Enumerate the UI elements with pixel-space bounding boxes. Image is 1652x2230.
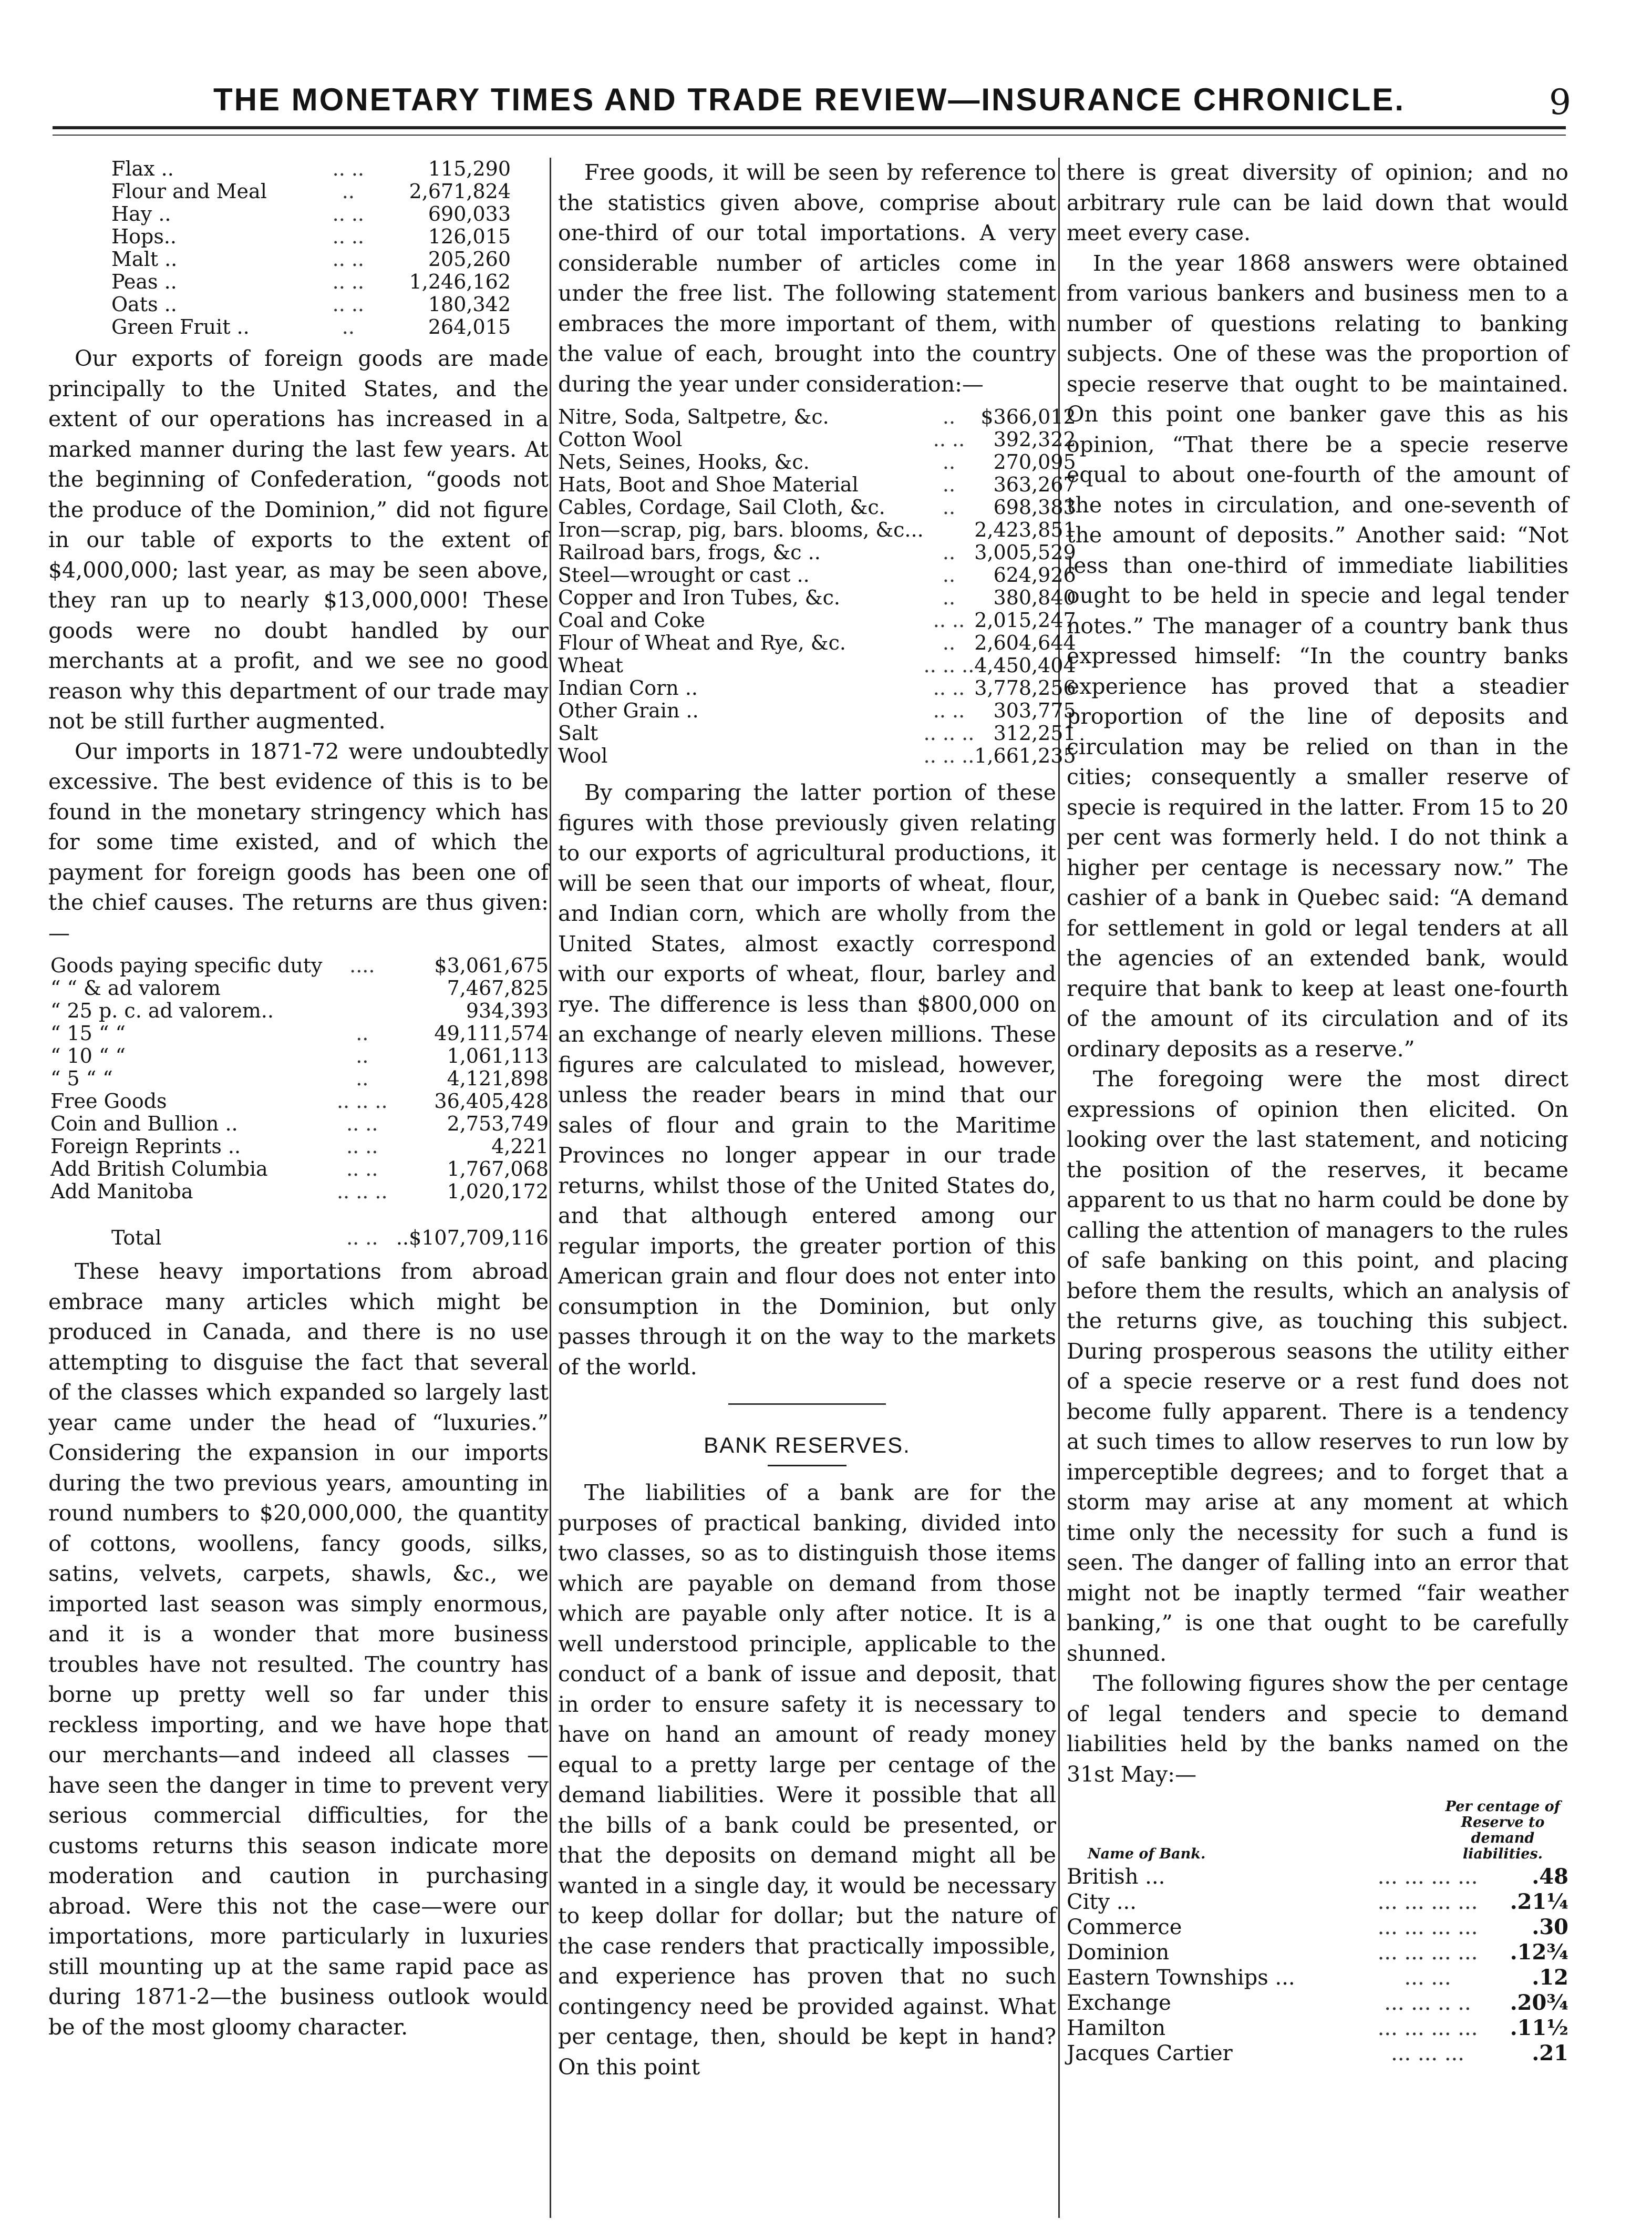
- right-column: [1067, 158, 1568, 2066]
- row-leader: [336, 1000, 389, 1022]
- row-leader: [924, 519, 975, 541]
- row-value: 4,121,898: [447, 1067, 549, 1090]
- row-label: “ 10 “ “: [50, 1044, 126, 1067]
- row-label: Flour and Meal: [111, 180, 267, 203]
- exports-row: [111, 180, 511, 203]
- row-value: 36,405,428: [434, 1090, 549, 1113]
- section-separator: [728, 1403, 886, 1405]
- bank-row: [1067, 1915, 1568, 1940]
- row-value: 7,467,825: [447, 977, 549, 1000]
- exports-row: [111, 316, 511, 338]
- row-leader: ..: [942, 405, 956, 428]
- bank-row: [1067, 1965, 1568, 1990]
- heading-rule: [768, 1465, 846, 1466]
- bank-row: [1067, 1990, 1568, 2016]
- row-leader: ..: [942, 473, 956, 496]
- row-leader: ..: [942, 541, 956, 564]
- imports-row: [48, 1180, 549, 1203]
- row-label: Eastern Townships ...: [1067, 1966, 1295, 1990]
- exports-row: [111, 203, 511, 225]
- row-label: “ 25 p. c. ad valorem..: [50, 999, 274, 1022]
- reserve-table-header: [1067, 1799, 1568, 1862]
- middle-column: [558, 158, 1076, 2082]
- row-leader: ..: [342, 180, 355, 203]
- free-goods-paragraph: Free goods, it will be seen by reference to the statistics given above, comprise about one-third of our total importations. A very considerable number of articles come in under the free list. The following statement embraces the more important of them, with the value of each, brought into the country during the year under consideration:—: [558, 160, 1056, 397]
- free-goods-row: [558, 428, 1076, 451]
- free-goods-row: [558, 406, 1076, 428]
- row-label: Malt ..: [111, 248, 178, 271]
- bank-row: [1067, 1940, 1568, 1965]
- opinions-paragraph: In the year 1868 answers were obtained from various bankers and business men to a number of questions relating to banking subjects. One of these was the proportion of specie reserve that ought to be maintained. On this point one banker gave this as his opinion, “That there be a specie reserve equal to about one-fourth of the amount of the notes in circulation, and one-seventh of the amount of deposits.” Another said: “Not less than one-third of immediate liabilities ought to be held in specie and legal tender notes.” The manager of a country bank thus expressed himself: “In the country banks experience has proved that a steadier proportion of the line of deposits and circulation may be relied on than in the cities; consequently a smaller reserve of specie is required in the latter. From 15 to 20 per cent was formerly held. I do not think a higher per centage is necessary now.” The cashier of a bank in Quebec said: “A demand for settlement in gold or legal tenders at all the agencies of an extended bank, would require that bank to keep at least one-fourth of the amount of its circulation and of its ordinary deposits as a reserve.”: [1067, 250, 1568, 1062]
- row-value: 2,753,749: [447, 1112, 549, 1135]
- row-leader: .. ..: [933, 699, 965, 722]
- row-label: Oats ..: [111, 293, 177, 316]
- row-leader: .. ..: [346, 1157, 378, 1180]
- row-value: 3,005,529: [974, 541, 1076, 564]
- row-value: 1,246,162: [409, 270, 511, 293]
- page-number: 9: [1549, 82, 1571, 122]
- imports-row: [48, 1158, 549, 1180]
- row-leader: ... ... ... ...: [1377, 1915, 1478, 1939]
- bank-row: [1067, 1889, 1568, 1915]
- row-label: Nitre, Soda, Saltpetre, &c.: [558, 405, 829, 428]
- row-leader: ..: [942, 496, 956, 519]
- row-leader: .. ..: [933, 609, 965, 632]
- row-leader: .. ..: [933, 676, 965, 700]
- row-label: “ 5 “ “: [50, 1067, 113, 1090]
- total-label: Total: [111, 1226, 162, 1249]
- row-leader: .. ..: [346, 1135, 378, 1158]
- row-label: Iron—scrap, pig, bars. blooms, &c...: [558, 518, 924, 541]
- imports-row: [48, 1045, 549, 1067]
- row-value: 4,221: [491, 1135, 549, 1158]
- row-label: Coal and Coke: [558, 609, 705, 632]
- row-label: British ...: [1067, 1865, 1165, 1889]
- row-value: 392,322: [993, 428, 1076, 451]
- row-leader: ....: [349, 954, 375, 977]
- row-value: 1,020,172: [447, 1180, 549, 1203]
- row-label: Add Manitoba: [50, 1180, 193, 1203]
- row-label: Copper and Iron Tubes, &c.: [558, 586, 840, 609]
- row-value: 4,450,404: [974, 654, 1076, 677]
- imports-row: [48, 1022, 549, 1045]
- row-value: 2,423,851: [974, 518, 1076, 541]
- row-label: Goods paying specific duty: [50, 954, 323, 977]
- row-value: $366,012: [980, 405, 1076, 428]
- imports-table: [48, 954, 549, 1249]
- row-label: Nets, Seines, Hooks, &c.: [558, 450, 810, 474]
- row-value: 264,015: [428, 315, 511, 338]
- row-label: Wheat: [558, 654, 623, 677]
- row-label: Green Fruit ..: [111, 315, 250, 338]
- row-value: 126,015: [428, 225, 511, 248]
- free-goods-row: [558, 474, 1076, 496]
- row-leader: ..: [942, 450, 956, 474]
- row-leader: ..: [942, 631, 956, 654]
- row-value: 312,251: [993, 722, 1076, 745]
- row-label: Salt: [558, 722, 598, 745]
- row-value: 180,342: [428, 293, 511, 316]
- free-goods-row: [558, 654, 1076, 677]
- imports-row: [48, 1113, 549, 1135]
- row-value: 380,840: [993, 586, 1076, 609]
- row-label: “ 15 “ “: [50, 1022, 126, 1045]
- row-value: 115,290: [428, 157, 511, 180]
- row-label: Indian Corn ..: [558, 676, 698, 700]
- total-leader: .. ..: [346, 1226, 378, 1249]
- row-leader: .. .. ..: [336, 1180, 388, 1203]
- free-goods-row: [558, 541, 1076, 564]
- column-divider: [550, 158, 551, 2218]
- row-leader: .. ..: [332, 270, 365, 293]
- row-label: Free Goods: [50, 1090, 167, 1113]
- row-label: Cables, Cordage, Sail Cloth, &c.: [558, 496, 885, 519]
- free-goods-row: [558, 451, 1076, 474]
- row-value: 934,393: [466, 999, 549, 1022]
- row-label: Wool: [558, 744, 608, 767]
- exports-table: [111, 158, 511, 338]
- luxuries-paragraph: These heavy importations from abroad embrace many articles which might be produced in Canada, and there is no use attempting to disguise the fact that several of the classes which expanded so largely last year came under the head of “luxuries.” Considering the expansion in our imports during the two previous years, amounting in round numbers to $20,000,000, the quantity of cottons, woollens, fancy goods, silks, satins, velvets, carpets, shawls, &c., we imported last season was simply enormous, and it is a wonder that more business troubles have not resulted. The country has borne up pretty well so far under this reckless importing, and we have hope that our merchants—and indeed all classes —have seen the danger in time to prevent very serious commercial difficulties, for the customs returns this season indicate more moderation and caution in purchasing abroad. Were this not the case—were our importations, more particularly in luxuries still mounting up at the same rapid pace as during 1871-2—the business outlook would be of the most gloomy character.: [48, 1259, 549, 2040]
- imports-row: [48, 954, 549, 977]
- figures-intro-paragraph: The following figures show the per centage of legal tenders and specie to demand liabilities held by the banks named on the 31st May:—: [1067, 1671, 1568, 1787]
- row-value: 363,267: [993, 473, 1076, 496]
- row-value: 270,095: [993, 450, 1076, 474]
- continued-paragraph: there is great diversity of opinion; and no arbitrary rule can be laid down that would meet every case.: [1067, 160, 1568, 245]
- free-goods-row: [558, 677, 1076, 700]
- free-goods-row: [558, 519, 1076, 541]
- row-leader: ... ... ...: [1391, 2041, 1464, 2065]
- row-value: 690,033: [428, 202, 511, 225]
- row-value: .20¾: [1510, 1990, 1568, 2015]
- row-leader: .. ..: [332, 293, 365, 316]
- row-leader: ... ...: [1404, 1966, 1451, 1990]
- free-goods-row: [558, 700, 1076, 722]
- header-rule-thick: [53, 126, 1566, 129]
- row-leader: ..: [356, 1022, 369, 1045]
- header-rule-thin: [53, 135, 1566, 136]
- row-leader: ..: [356, 1044, 369, 1067]
- row-label: Commerce: [1067, 1915, 1182, 1939]
- row-label: Hamilton: [1067, 2016, 1166, 2040]
- exports-row: [111, 248, 511, 271]
- bank-row: [1067, 2041, 1568, 2066]
- row-value: 3,778,256: [974, 676, 1076, 700]
- free-goods-row: [558, 496, 1076, 519]
- row-value: 624,926: [993, 563, 1076, 587]
- row-value: .21¼: [1510, 1889, 1568, 1914]
- free-goods-row: [558, 632, 1076, 654]
- free-goods-row: [558, 609, 1076, 632]
- row-label: Coin and Bullion ..: [50, 1112, 238, 1135]
- row-value: 303,775: [993, 699, 1076, 722]
- imports-row: [48, 1000, 549, 1022]
- reserve-table: [1067, 1864, 1568, 2066]
- row-value: 2,015,247: [974, 609, 1076, 632]
- free-goods-row: [558, 587, 1076, 609]
- comparison-paragraph: By comparing the latter portion of these figures with those previously given relating to our exports of agricultural productions, it will be seen that our imports of wheat, flour, and Indian corn, which are wholly from the United States, almost exactly correspond with our exports of wheat, flour, barley and rye. The difference is less than $800,000 on an exchange of nearly eleven millions. These figures are calculated to mislead, however, unless the reader bears in mind that our sales of flour and grain to the Maritime Provinces no longer appear in our trade returns, whilst those of the United States do, and that although entered among our regular imports, the greater portion of this American grain and flour does not enter into consumption in the Dominion, but only passes through it on the way to the markets of the world.: [558, 780, 1056, 1380]
- row-label: “ “ & ad valorem: [50, 977, 221, 1000]
- row-leader: .. ..: [332, 202, 365, 225]
- row-value: .12: [1532, 1965, 1568, 1990]
- bank-reserves-paragraph: The liabilities of a bank are for the purposes of practical banking, divided into two classes, so as to distinguish those items which are payable on demand from those which are payable only after notice. It is a well understood principle, applicable to the conduct of a bank of issue and deposit, that in order to ensure safety it is necessary to have on hand an amount of ready money equal to a pretty large per centage of the demand liabilities. Were it possible that all the bills of a bank could be presented, or that the deposits on demand might all be wanted in a single day, it would be necessary to keep dollar for dollar; but the nature of the case renders that practically impossible, and experience has proven that no such contingency need be provided against. What per centage, then, should be kept in hand? On this point: [558, 1480, 1056, 2080]
- row-value: 1,767,068: [447, 1157, 549, 1180]
- section-heading: BANK RESERVES.: [704, 1433, 911, 1457]
- imports-row: [48, 1135, 549, 1158]
- row-value: 2,604,644: [974, 631, 1076, 654]
- imports-row: [48, 1090, 549, 1113]
- exports-row: [111, 293, 511, 316]
- row-leader: .. .. ..: [923, 654, 975, 677]
- row-leader: ... ... ... ...: [1377, 1940, 1478, 1965]
- row-label: Exchange: [1067, 1991, 1171, 2015]
- row-leader: .. .. ..: [336, 1090, 388, 1113]
- row-leader: .. ..: [332, 157, 365, 180]
- exports-row: [111, 158, 511, 180]
- row-leader: .. ..: [346, 1112, 378, 1135]
- row-label: Dominion: [1067, 1940, 1170, 1965]
- row-value: .30: [1532, 1915, 1568, 1939]
- row-leader: .. .. ..: [923, 744, 975, 767]
- row-value: 205,260: [428, 248, 511, 271]
- exports-paragraph: Our exports of foreign goods are made principally to the United States, and the extent of our operations has increased in a marked manner during the last few years. At the beginning of Confederation, “goods not the produce of the Dominion,” did not figure in our table of exports to the extent of $4,000,000; last year, as may be seen above, they ran up to nearly $13,000,000! These goods were no doubt handled by our merchants at a profit, and we see no good reason why this department of our trade may not be still further augmented.: [48, 346, 549, 734]
- row-value: 49,111,574: [434, 1022, 549, 1045]
- left-column: [48, 158, 549, 2042]
- row-value: 698,383: [993, 496, 1076, 519]
- row-leader: ... ... ... ...: [1377, 1865, 1478, 1889]
- row-leader: ... ... .. ..: [1384, 1991, 1471, 2015]
- row-value: .11½: [1510, 2016, 1568, 2040]
- imports-paragraph: Our imports in 1871-72 were undoubtedly excessive. The best evidence of this is to be found in the monetary stringency which has for some time existed, and of which the payment for foreign goods has been one of the chief causes. The returns are thus given:—: [48, 738, 549, 946]
- free-goods-table: [558, 406, 1076, 767]
- row-label: Jacques Cartier: [1067, 2041, 1233, 2065]
- row-leader: [336, 977, 389, 1000]
- column-header-name: Name of Bank.: [1088, 1846, 1206, 1862]
- row-label: Steel—wrought or cast ..: [558, 563, 810, 587]
- page-title: THE MONETARY TIMES AND TRADE REVIEW—INSURANCE CHRONICLE.: [213, 82, 1406, 117]
- row-label: Peas ..: [111, 270, 177, 293]
- row-value: 1,661,235: [974, 744, 1076, 767]
- row-value: .48: [1532, 1864, 1568, 1889]
- row-label: Railroad bars, frogs, &c ..: [558, 541, 821, 564]
- row-leader: ..: [942, 586, 956, 609]
- row-label: Hats, Boot and Shoe Material: [558, 473, 859, 496]
- column-header-percentage: Per centage of Reserve to demand liabilities.: [1445, 1799, 1561, 1862]
- row-leader: .. ..: [332, 225, 365, 248]
- row-label: Flour of Wheat and Rye, &c.: [558, 631, 846, 654]
- imports-row: [48, 1067, 549, 1090]
- row-leader: ... ... ... ...: [1377, 1890, 1478, 1914]
- row-value: .12¾: [1510, 1940, 1568, 1965]
- row-leader: .. ..: [332, 248, 365, 271]
- free-goods-row: [558, 722, 1076, 745]
- row-label: Add British Columbia: [50, 1157, 268, 1180]
- row-leader: ... ... ... ...: [1377, 2016, 1478, 2040]
- row-value: $3,061,675: [434, 954, 549, 977]
- row-leader: ..: [942, 563, 956, 587]
- exports-row: [111, 271, 511, 293]
- imports-total-row: [48, 1227, 549, 1249]
- imports-row: [48, 977, 549, 1000]
- row-label: Foreign Reprints ..: [50, 1135, 241, 1158]
- row-label: Hay ..: [111, 202, 171, 225]
- row-label: Other Grain ..: [558, 699, 699, 722]
- row-leader: ..: [356, 1067, 369, 1090]
- row-value: 1,061,113: [447, 1044, 549, 1067]
- row-value: 2,671,824: [409, 180, 511, 203]
- page-header: [53, 79, 1571, 126]
- free-goods-row: [558, 564, 1076, 587]
- bank-row: [1067, 2016, 1568, 2041]
- free-goods-row: [558, 745, 1076, 767]
- row-leader: ..: [342, 315, 355, 338]
- bank-row: [1067, 1864, 1568, 1889]
- row-value: .21: [1532, 2041, 1568, 2065]
- row-leader: .. ..: [933, 428, 965, 451]
- exports-row: [111, 225, 511, 248]
- row-label: Hops..: [111, 225, 177, 248]
- foregoing-paragraph: The foregoing were the most direct expressions of opinion then elicited. On looking over the last statement, and noticing the position of the reserves, it became apparent to us that no harm could be done by calling the attention of managers to the rules of safe banking on this point, and placing before them the results, which an analysis of the returns give, as touching this subject. During prosperous seasons the utility either of a specie reserve or a rest fund does not become fully apparent. There is a tendency at such times to allow reserves to run low by imperceptible degrees; and to forget that a storm may arise at any moment at which time only the necessity for such a fund is seen. The danger of falling into an error that might not be inaptly termed “fair weather banking,” is one that ought to be carefully shunned.: [1067, 1066, 1568, 1666]
- row-label: Flax ..: [111, 157, 174, 180]
- row-label: City ...: [1067, 1890, 1137, 1914]
- row-label: Cotton Wool: [558, 428, 683, 451]
- row-leader: .. .. ..: [923, 722, 975, 745]
- total-value: ..$107,709,116: [396, 1226, 549, 1249]
